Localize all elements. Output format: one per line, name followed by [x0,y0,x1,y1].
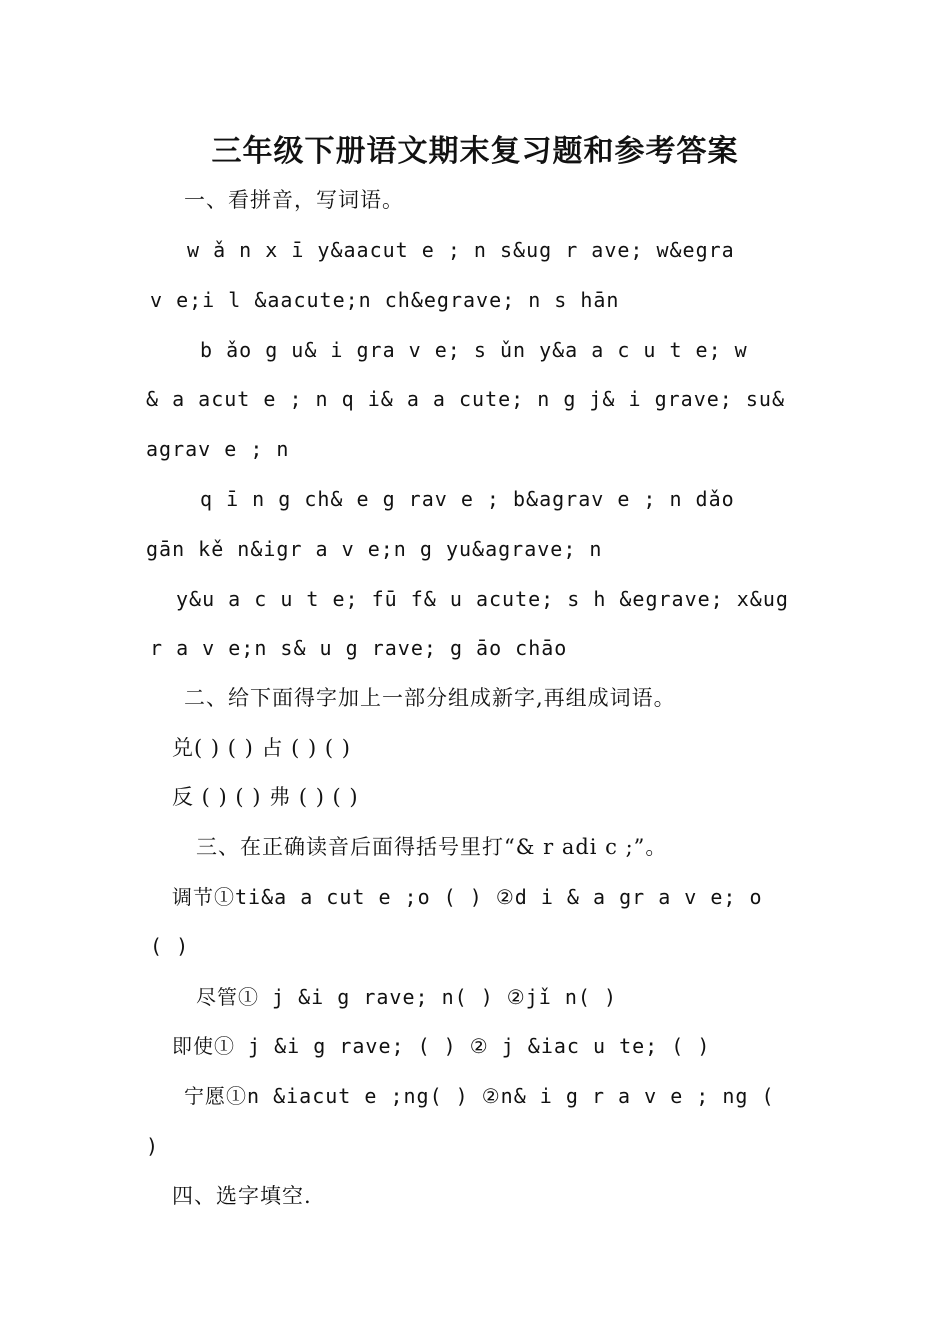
pinyin-line-6: q ī n g ch& e g rav e ; b&agrav e ; n dǎo [200,487,735,511]
pinyin-line-3: b ǎo g u& i gra v e; s ǔn y&a a c u t e; w [200,338,748,362]
pinyin-line-1: w ǎ n x ī y&aacut e ; n s&ug r ave; w&egra [187,238,735,262]
pinyin-line-4: & a acut e ; n q i& a a cute; n g j& i grave; su& [146,387,786,411]
reading-line-1-cont: ( ) [150,934,190,958]
char-line-1: 兑( ) ( ) 占 ( ) ( ) [172,736,351,760]
page-title: 三年级下册语文期末复习题和参考答案 [211,134,739,169]
pinyin-line-5: agrav e ; n [146,437,290,461]
reading-line-2: 尽管① j &i g rave; n( ) ②jǐ n( ) [196,985,617,1009]
section-2-heading: 二、给下面得字加上一部分组成新字,再组成词语。 [184,686,676,710]
pinyin-line-9: r a v e;n s& u g rave; g āo chāo [150,636,568,660]
pinyin-line-8: y&u a c u t e; fū f& u acute; s h &egrave; x&ug [176,587,789,611]
reading-line-4: 宁愿①n &iacut e ;ng( ) ②n& i g r a v e ; ng ( [184,1084,775,1108]
section-4-heading: 四、选字填空. [172,1184,312,1208]
reading-line-4-cont: ) [146,1134,160,1158]
section-1-heading: 一、看拼音，写词语。 [184,188,404,212]
char-line-2: 反 ( ) ( ) 弗 ( ) ( ) [172,785,359,809]
pinyin-line-2: v e;i l &aacute;n ch&egrave; n s hān [150,288,620,312]
reading-line-1: 调节①ti&a a cut e ;o ( ) ②d i & a gr a v e; o [172,885,763,909]
pinyin-line-7: gān kě n&igr a v e;n g yu&agrave; n [146,537,603,561]
reading-line-3: 即使① j &i g rave; ( ) ② j &iac u te; ( ) [172,1034,711,1058]
section-3-heading: 三、在正确读音后面得括号里打“& r adi c ;”。 [196,835,668,859]
